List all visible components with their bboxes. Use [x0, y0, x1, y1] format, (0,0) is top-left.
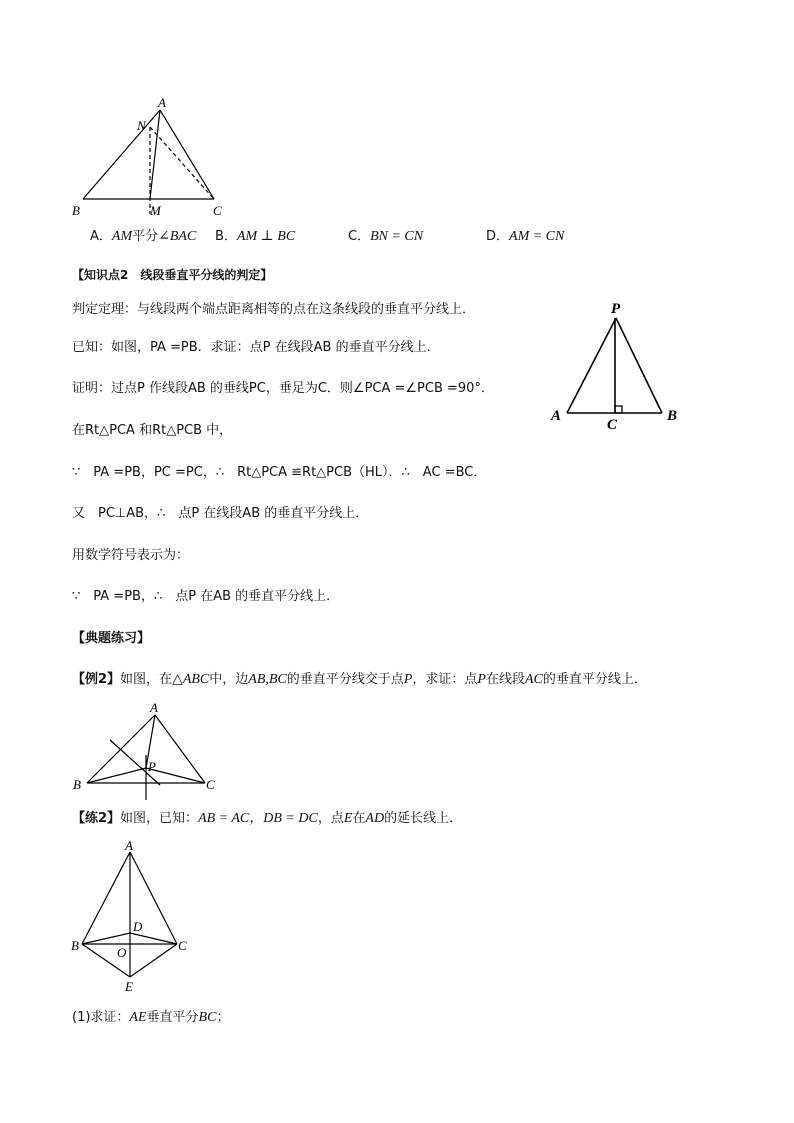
fig2-label-p: P [611, 301, 621, 317]
fig4-label-c: C [178, 938, 187, 953]
fig4-label-d: D [133, 919, 143, 934]
practice-heading: 【典题练习】 [72, 631, 151, 646]
fig1-label-n: N [137, 118, 146, 133]
fig1-label-c: C [213, 203, 222, 218]
fig3-label-c: C [206, 777, 215, 792]
fig1-label-a: A [158, 95, 166, 110]
option-c: C．BN = CN [348, 229, 424, 244]
proof-line: 证明：过点P 作线段AB 的垂线PC，垂足为C．则∠PCA =∠PCB =90°． [72, 381, 494, 396]
proof-line-3: ∵ PA =PB，PC =PC，∴ Rt△PCA ≌Rt△PCB（HL）．∴ AC =BC． [72, 465, 487, 480]
section-heading-knowledge-2: 【知识点2 线段垂直平分线的判定】 [72, 268, 273, 282]
theorem-line: 判定定理：与线段两个端点距离相等的点在这条线段的垂直平分线上． [72, 302, 476, 317]
fig4-label-o: O [117, 945, 127, 960]
question-1-text: (1)求证：AE垂直平分BC； [72, 1010, 230, 1025]
fig4-label-a: A [125, 838, 133, 853]
fig2-label-b: B [667, 408, 678, 424]
option-d: D．AM = CN [486, 229, 565, 244]
given-line: 已知：如图，PA =PB．求证：点P 在线段AB 的垂直平分线上． [72, 340, 440, 355]
fig3-label-a: A [150, 700, 158, 715]
fig2-label-c: C [607, 417, 618, 433]
option-b: B．AM ⊥ BC [215, 229, 296, 244]
proof-line-4: 又 PC⊥AB，∴ 点P 在线段AB 的垂直平分线上． [72, 506, 369, 521]
option-a: A．AM平分∠BAC [90, 229, 197, 244]
fig4-label-b: B [71, 938, 79, 953]
fig1-label-b: B [72, 203, 80, 218]
example-2-text: 【例2】如图，在△ABC中，边AB,BC的垂直平分线交于点P，求证：点P在线段AC的垂直平分线上． [72, 672, 647, 687]
fig2-label-a: A [551, 408, 562, 424]
fig3-label-p: P [148, 759, 156, 774]
fig4-label-e: E [125, 979, 133, 994]
symbol-intro-line: 用数学符号表示为： [72, 548, 190, 563]
fig1-label-m: M [150, 203, 161, 218]
practice-2-text: 【练2】如图，已知：AB = AC，DB = DC，点E在AD的延长线上． [72, 811, 463, 826]
proof-line-2: 在Rt△PCA 和Rt△PCB 中， [72, 423, 233, 438]
fig3-label-b: B [73, 777, 81, 792]
symbol-line: ∵ PA =PB，∴ 点P 在AB 的垂直平分线上． [72, 589, 340, 604]
